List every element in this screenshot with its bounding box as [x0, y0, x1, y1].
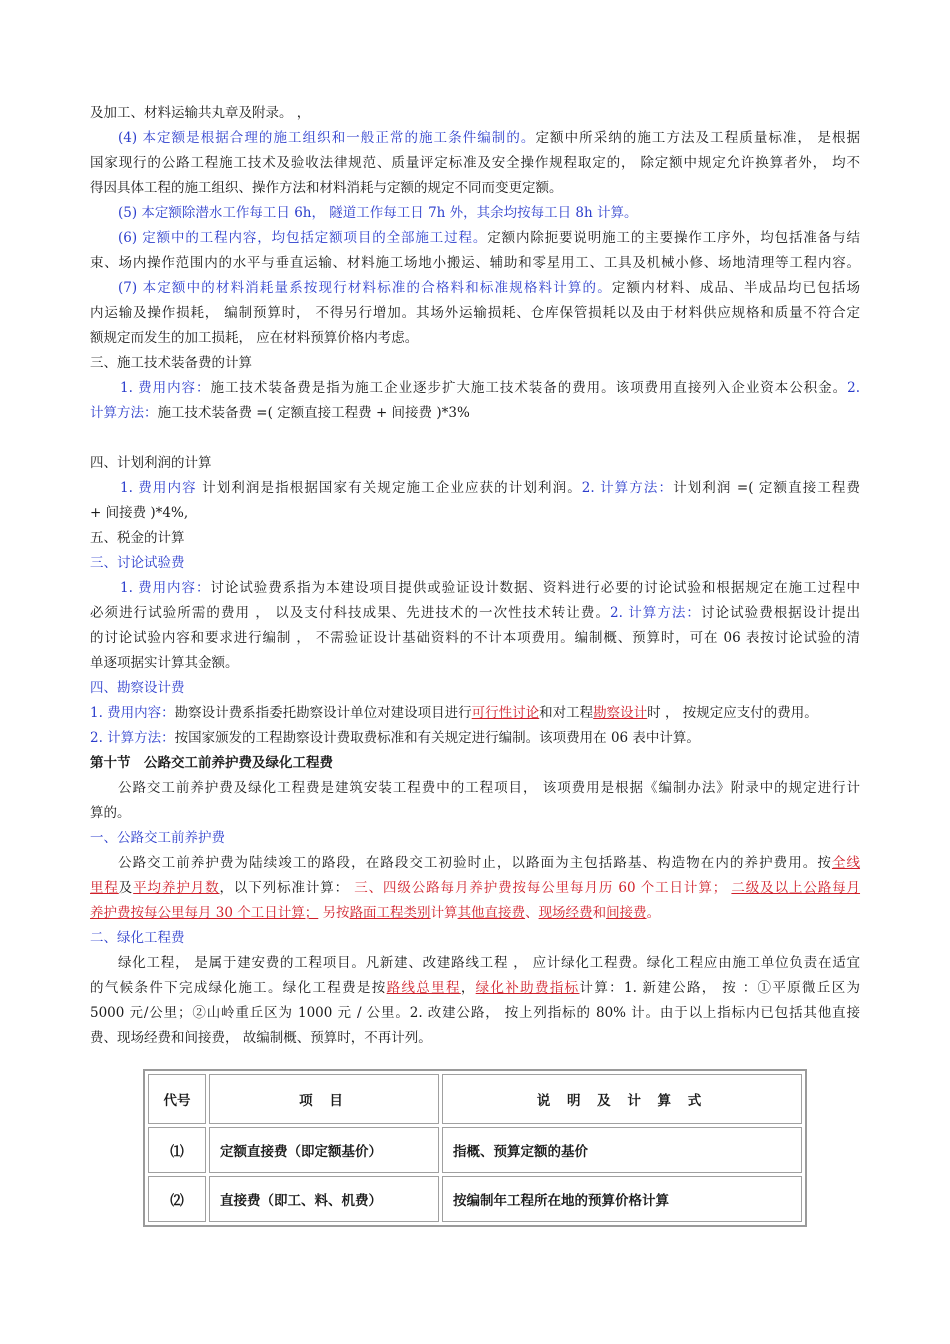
link-indirect-cost[interactable]: 间接费: [606, 905, 647, 921]
text-line: 及加工、材料运输共丸章及附录。 ，: [90, 105, 311, 121]
paragraph-line: 必须进行试验所需的费用 ， 以及支付科技成果、先进技术的一次性技术转让费。2. 计算方法：讨论试验费根据设计提出: [90, 605, 861, 621]
paragraph-line: 公路交工前养护费为陆续竣工的路段，在路段交工初验时止，以路面为主包括路基、构造物在内的养护费用。按全线: [118, 855, 861, 871]
paragraph-line: 的气候条件下完成绿化施工。绿化工程费是按路线总里程，绿化补助费指标计算：1. 新建公路， 按 ：①平原微丘区为: [90, 980, 861, 996]
table-header-row: [148, 1074, 802, 1124]
section-heading: 四、计划利润的计算: [90, 455, 212, 471]
section-heading: 五、税金的计算: [90, 530, 185, 546]
paragraph-line: 计算方法：施工技术装备费 =( 定额直接工程费 + 间接费 )*3%: [90, 405, 470, 421]
paragraph-line: 1. 费用内容：施工技术装备费是指为施工企业逐步扩大施工技术装备的费用。该项费用直接列入企业资本公积金。2.: [120, 380, 860, 396]
paragraph-line: (6) 定额中的工程内容，均包括定额项目的全部施工过程。定额内除扼要说明施工的主要操作工序外，均包括准备与结: [118, 230, 860, 246]
paragraph-line: 5000 元/公里；②山岭重丘区为 1000 元 / 公里。2. 改建公路， 按上列指标的 80% 计。由于以上指标内已包括其他直接: [90, 1005, 860, 1021]
paragraph-line: 2. 计算方法：按国家颁发的工程勘察设计费取费标准和有关规定进行编制。该项费用在 06 表中计算。: [90, 730, 700, 746]
link-survey-design[interactable]: 勘察设计: [593, 705, 648, 721]
paragraph-line: (7) 本定额中的材料消耗量系按现行材料标准的合格料和标准规格料计算的。定额内材料、成品、半成品均已包括场: [118, 280, 860, 296]
paragraph-line: 算的。: [90, 805, 131, 821]
cell-item: 直接费（即工、料、机费）: [209, 1176, 439, 1222]
paragraph-line: 得因具体工程的施工组织、操作方法和材料消耗与定额的规定不同而变更定额。: [90, 180, 563, 196]
header-description: 说 明 及 计 算 式: [442, 1074, 802, 1124]
paragraph-line: 养护费按每公里每月 30 个工日计算； 另按路面工程类别计算其他直接费、现场经费和间接费。: [90, 905, 661, 921]
section-heading: 二、绿化工程费: [90, 930, 185, 946]
cell-description: 按编制年工程所在地的预算价格计算: [442, 1176, 802, 1222]
paragraph-line: (4) 本定额是根据合理的施工组织和一般正常的施工条件编制的。定额中所采纳的施工方法及工程质量标准， 是根据: [118, 130, 860, 146]
paragraph-line: 国家现行的公路工程施工技术及验收法律规范、质量评定标准及安全操作规程取定的， 除定额中规定允许换算者外， 均不: [90, 155, 860, 171]
paragraph-line: 公路交工前养护费及绿化工程费是建筑安装工程费中的工程项目， 该项费用是根据《编制办法》附录中的规定进行计: [118, 780, 860, 796]
link-pavement-category[interactable]: 路面工程类别: [349, 905, 431, 921]
cell-code: ⑵: [148, 1176, 206, 1222]
cell-description: 指概、预算定额的基价: [442, 1127, 802, 1173]
paragraph-line: 内运输及操作损耗， 编制预算时， 不得另行增加。其场外运输损耗、仓库保管损耗以及由于材料供应规格和质量不符合定: [90, 305, 860, 321]
table-row: [148, 1127, 802, 1173]
link-mileage[interactable]: 里程: [90, 880, 119, 896]
section-heading: 一、公路交工前养护费: [90, 830, 225, 846]
paragraph-line: 1. 费用内容：讨论试验费系指为本建设项目提供或验证设计数据、资料进行必要的讨论试验和根据规定在施工过程中: [120, 580, 861, 596]
paragraph-line: 的讨论试验内容和要求进行编制 ， 不需验证设计基础资料的不计本项费用。编制概、预算时，可在 06 表按讨论试验的清: [90, 630, 860, 646]
paragraph-line: 额规定而发生的加工损耗， 应在材料预算价格内考虑。: [90, 330, 419, 346]
link-avg-maintenance-months[interactable]: 平均养护月数: [133, 880, 220, 896]
paragraph-line: 绿化工程， 是属于建安费的工程项目。凡新建、改建路线工程 ， 应计绿化工程费。绿化工程应由施工单位负责在适宜: [118, 955, 860, 971]
paragraph-line: (5) 本定额除潜水工作每工日 6h， 隧道工作每工日 7h 外，其余均按每工日 8h 计算。: [118, 205, 638, 221]
chapter-heading: 第十节 公路交工前养护费及绿化工程费: [90, 755, 333, 771]
cell-item: 定额直接费（即定额基价）: [209, 1127, 439, 1173]
link-greening-subsidy-index[interactable]: 绿化补助费指标: [475, 980, 580, 996]
table-row: [148, 1176, 802, 1222]
paragraph-line: 1. 费用内容 计划利润是指根据国家有关规定施工企业应获的计划利润。2. 计算方法：计划利润 =( 定额直接工程费: [120, 480, 860, 496]
link-feasibility-study[interactable]: 可行性讨论: [471, 705, 540, 721]
cost-table: [143, 1069, 807, 1227]
paragraph-line: 1. 费用内容：勘察设计费系指委托勘察设计单位对建设项目进行可行性讨论和对工程勘察设计时 ， 按规定应支付的费用。: [90, 705, 818, 721]
link-site-expense[interactable]: 现场经费: [538, 905, 593, 921]
section-heading: 四、勘察设计费: [90, 680, 185, 696]
section-heading: 三、讨论试验费: [90, 555, 185, 571]
header-code: 代号: [148, 1074, 206, 1124]
link-full-mileage[interactable]: 全线: [831, 855, 861, 871]
link-total-route-mileage[interactable]: 路线总里程: [386, 980, 461, 996]
paragraph-line: 束、场内操作范围内的水平与垂直运输、材料施工场地小搬运、辅助和零星用工、工具及机械小修、场地清理等工程内容。: [90, 255, 860, 271]
paragraph-line: 费、现场经费和间接费， 故编制概、预算时，不再计列。: [90, 1030, 432, 1046]
paragraph-line: 单逐项据实计算其金额。: [90, 655, 239, 671]
cell-code: ⑴: [148, 1127, 206, 1173]
header-item: 项 目: [209, 1074, 439, 1124]
link-other-direct-cost[interactable]: 其他直接费: [457, 905, 526, 921]
section-heading: 三、施工技术装备费的计算: [90, 355, 252, 371]
paragraph-line: 里程及平均养护月数，以下列标准计算： 三、四级公路每月养护费按每公里每月历 60 个工日计算； 二级及以上公路每月: [90, 880, 861, 896]
paragraph-line: + 间接费 )*4%,: [90, 505, 189, 521]
